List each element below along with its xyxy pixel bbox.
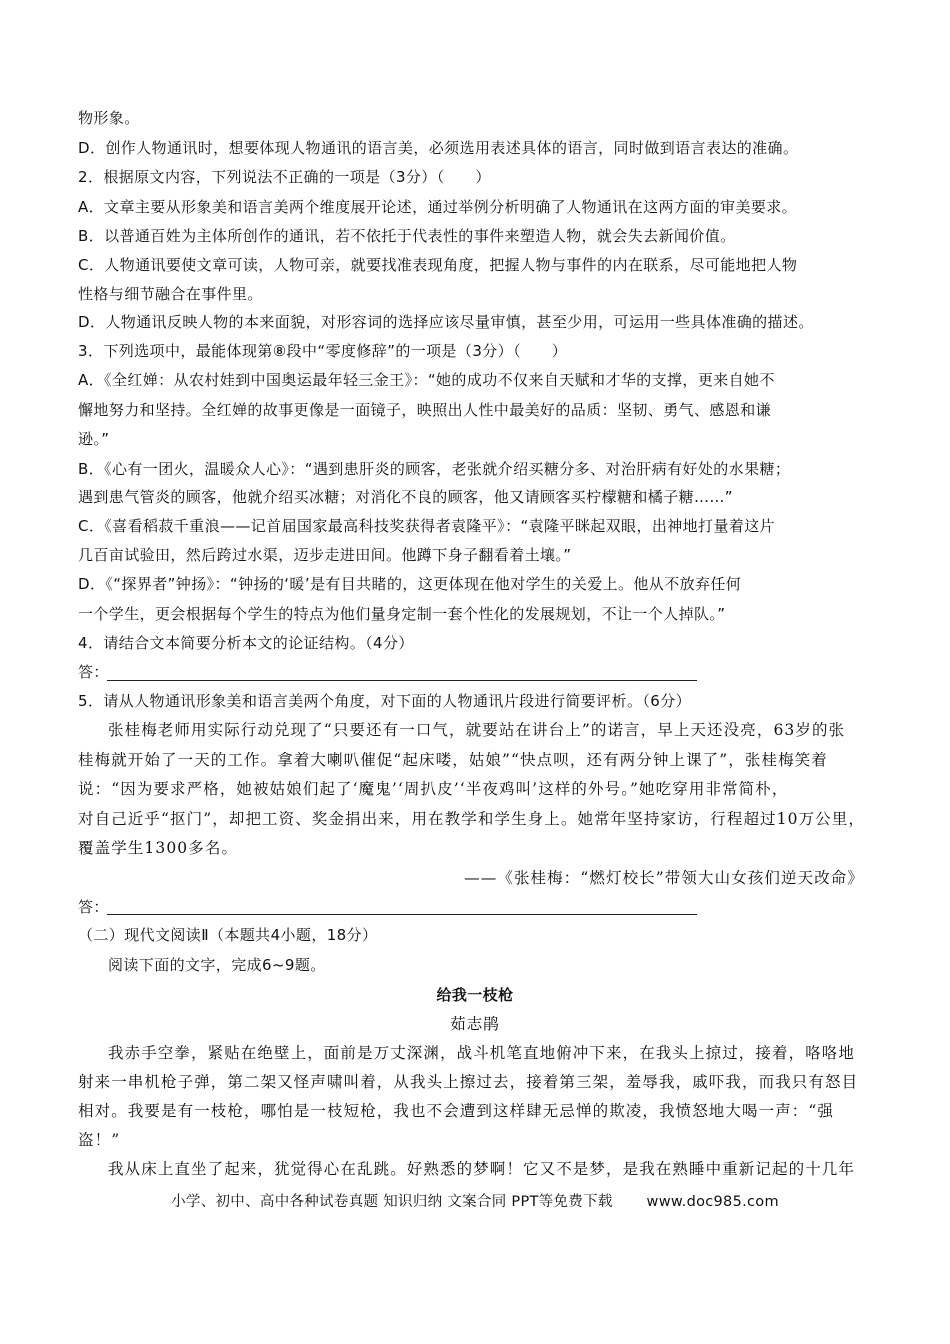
answer-blank-q4[interactable] (107, 680, 697, 681)
option-c-q2-cont: 性格与细节融合在事件里。 (78, 285, 263, 303)
passage-line: 张桂梅老师用实际行动兑现了“只要还有一口气，就要站在讲台上”的诺言，早上天还没亮，63岁的张 (108, 721, 846, 739)
article-title: 给我一枝枪 (436, 986, 514, 1004)
option-a-q3-cont: 逊。” (78, 430, 110, 448)
section-heading: （二）现代文阅读Ⅱ（本题共4小题，18分） (78, 926, 378, 944)
passage-source: ——《张桂梅：“燃灯校长”带领大山女孩们逆天改命》 (464, 869, 864, 887)
option-b-q3: B．《心有一团火，温暖众人心》：“遇到患肝炎的顾客，老张就介绍买糖分多、对治肝病有好处的水果糖； (78, 460, 791, 478)
passage-line: 覆盖学生1300多名。 (78, 839, 239, 857)
article-line: 盗！” (78, 1131, 121, 1149)
option-d-q2: D．人物通讯反映人物的本来面貌，对形容词的选择应该尽量审慎，甚至少用，可运用一些具体准确的描述。 (78, 313, 814, 331)
question-5: 5．请从人物通讯形象美和语言美两个角度，对下面的人物通讯片段进行简要评析。（6分） (78, 692, 691, 710)
passage-line: 说：“因为要求严格，她被姑娘们起了‘魔鬼’‘周扒皮’‘半夜鸡叫’这样的外号。”她吃穿用非常简朴， (78, 780, 789, 798)
page-footer (0, 1192, 950, 1212)
option-c-q3: C．《喜看稻菽千重浪——记首届国家最高科技奖获得者袁隆平》：“袁隆平眯起双眼，出神地打量着这片 (78, 517, 776, 535)
option-a-q3-cont: 懈地努力和坚持。全红婵的故事更像是一面镜子，映照出人性中最美好的品质：坚韧、勇气、感恩和谦 (78, 401, 772, 419)
answer-blank-q5[interactable] (107, 914, 697, 915)
option-c-q3-cont: 几百亩试验田，然后跨过水渠，迈步走进田间。他蹲下身子翻看着土壤。” (78, 546, 572, 564)
option-d-q1: D．创作人物通讯时，想要体现人物通讯的语言美，必须选用表述具体的语言，同时做到语言表达的准确。 (78, 139, 799, 157)
article-line: 我从床上直坐了起来，犹觉得心在乱跳。好熟悉的梦啊！它又不是梦，是我在熟睡中重新记起的十几年 (108, 1160, 856, 1178)
footer-text: 小学、初中、高中各种试卷真题 知识归纳 文案合同 PPT等免费下载 (171, 1194, 613, 1210)
answer-label-q4: 答： (78, 663, 109, 681)
option-b-q2: B．以普通百姓为主体所创作的通讯，若不依托于代表性的事件来塑造人物，就会失去新闻价值。 (78, 227, 736, 245)
passage-line: 对自己近乎“抠门”，却把工资、奖金捐出来，用在教学和学生身上。她常年坚持家访，行程超过10万公里， (78, 810, 865, 828)
option-d-q3: D．《“探界者”钟扬》：“钟扬的‘暖’是有目共睹的，这更体现在他对学生的关爱上。他从不放弃任何 (78, 575, 742, 593)
question-4: 4．请结合文本简要分析本文的论证结构。（4分） (78, 634, 414, 652)
option-c-q2: C．人物通讯要使文章可读，人物可亲，就要找准表现角度，把握人物与事件的内在联系，尽可能地把人物 (78, 256, 798, 274)
question-2: 2．根据原文内容，下列说法不正确的一项是（3分）（ ） (78, 168, 491, 186)
passage-line: 桂梅就开始了一天的工作。拿着大喇叭催促“起床喽，姑娘”“快点呗，还有两分钟上课了”，张桂梅笑着 (78, 751, 828, 769)
question-3: 3．下列选项中，最能体现第⑧段中“零度修辞”的一项是（3分）（ ） (78, 342, 568, 360)
article-line: 我赤手空拳，紧贴在绝壁上，面前是万丈深渊，战斗机笔直地俯冲下来，在我头上掠过，接着，咯咯地 (108, 1044, 856, 1062)
reading-instruction: 阅读下面的文字，完成6~9题。 (108, 956, 326, 974)
text-line: 物形象。 (78, 109, 140, 127)
article-line: 相对。我要是有一枝枪，哪怕是一枝短枪，我也不会遭到这样肆无忌惮的欺凌，我愤怒地大喝一声：“强 (78, 1102, 835, 1120)
option-a-q2: A．文章主要从形象美和语言美两个维度展开论述，通过举例分析明确了人物通讯在这两方面的审美要求。 (78, 198, 798, 216)
option-d-q3-cont: 一个学生，更会根据每个学生的特点为他们量身定制一套个性化的发展规划，不让一个人掉队。” (78, 605, 726, 623)
option-a-q3: A．《全红婵：从农村娃到中国奥运最年轻三金王》：“她的成功不仅来自天赋和才华的支撑，更来自她不 (78, 371, 775, 389)
article-line: 射来一串机枪子弹，第二架又怪声啸叫着，从我头上擦过去，接着第三架，羞辱我，戚吓我，而我只有怒目 (78, 1073, 859, 1091)
footer-link[interactable]: www.doc985.com (646, 1194, 779, 1210)
answer-label-q5: 答： (78, 898, 109, 916)
article-author: 茹志鹃 (450, 1015, 500, 1033)
option-b-q3-cont: 遇到患气管炎的顾客，他就介绍买冰糖；对消化不良的顾客，他又请顾客买柠檬糖和橘子糖……” (78, 488, 733, 506)
